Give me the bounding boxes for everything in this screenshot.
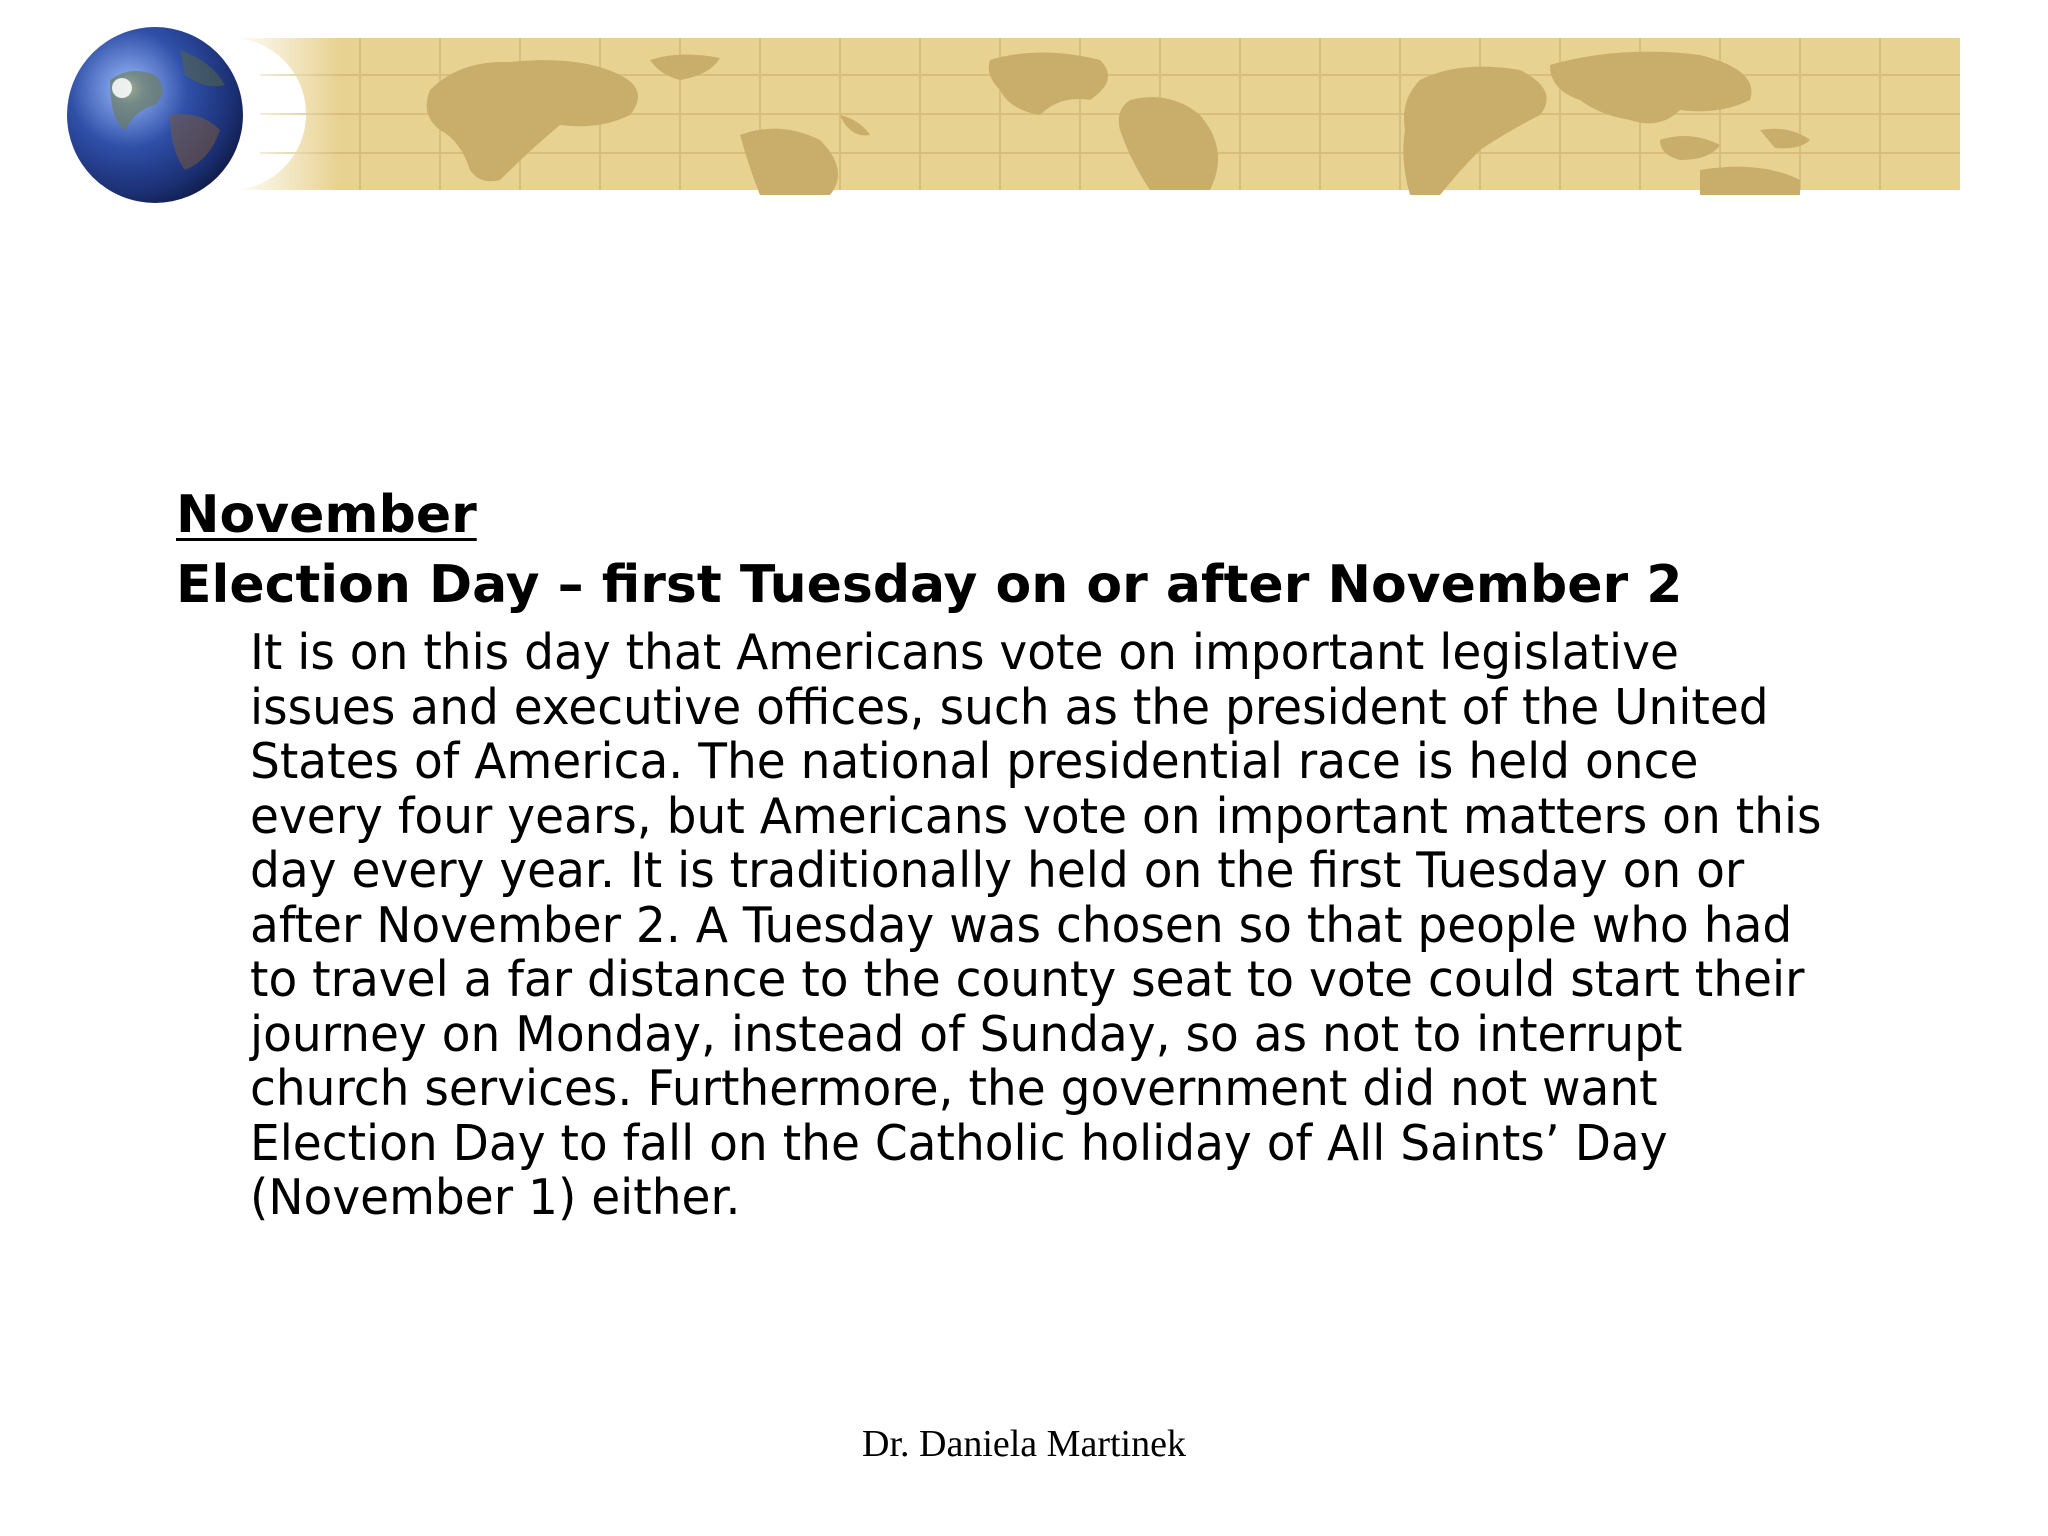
world-map-banner — [230, 38, 1960, 195]
globe-icon — [67, 27, 243, 203]
header-banner — [60, 20, 1960, 210]
holiday-title: Election Day – first Tuesday on or after November 2 — [176, 555, 1683, 615]
slide-content — [176, 480, 1936, 1226]
holiday-description: It is on this day that Americans vote on important legislative issues and executive offices, such as the president of the United States of America. The national presidential race is held once every four years, but Americans vote on important matters on this day every year. It is traditionally held on the first Tuesday on or after November 2. A Tuesday was chosen so that people who had to travel a far distance to the county seat to vote could start their journey on Monday, instead of Sunday, so as not to interrupt church services. Furthermore, the government did not want Election Day to fall on the Catholic holiday of All Saints’ Day (November 1) either. — [250, 624, 1822, 1226]
footer-author: Dr. Daniela Martinek — [862, 1423, 1186, 1465]
month-heading: November — [176, 485, 477, 545]
